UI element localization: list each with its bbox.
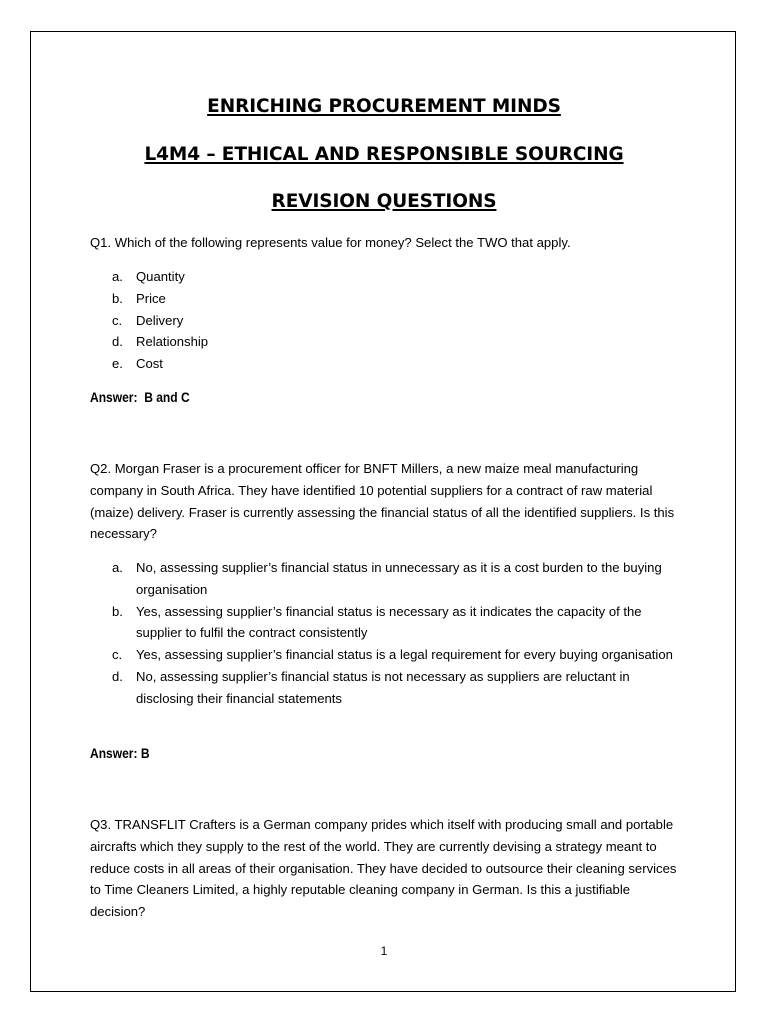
list-item <box>90 331 680 353</box>
option-letter: d. <box>112 668 123 684</box>
question-3: Q3. TRANSFLIT Crafters is a German company prides which itself with producing small and portable aircrafts which they supply to the rest of the world. They are currently devising a strategy meant to reduce costs in all areas of their organisation. They have decided to outsource their cleaning services to Time Cleaners Limited, a highly reputable cleaning company in German. Is this a justifiable decision? <box>90 817 677 920</box>
list-item <box>90 266 680 288</box>
option-letter: d. <box>112 334 123 350</box>
list-item <box>90 353 680 375</box>
list-item <box>90 666 680 710</box>
option-letter: a. <box>112 269 123 284</box>
document-title: ENRICHING PROCUREMENT MINDS <box>207 96 561 117</box>
option-letter: b. <box>112 603 123 619</box>
option-text: Yes, assessing supplier’s financial status is a legal requirement for every buying organisation <box>136 647 673 663</box>
question-2: Q2. Morgan Fraser is a procurement officer for BNFT Millers, a new maize meal manufacturing company in South Africa. They have identified 10 potential suppliers for a contract of raw material (maize) delivery. Fraser is currently assessing the financial status of all the identified suppliers. Is this necessary? <box>90 461 675 542</box>
option-letter: e. <box>112 356 123 372</box>
option-text: No, assessing supplier’s financial status is not necessary as suppliers are reluctant in disclosing their financial statements <box>136 668 630 706</box>
option-text: Price <box>136 290 166 306</box>
section-title: REVISION QUESTIONS <box>271 191 497 212</box>
option-letter: c. <box>112 647 123 663</box>
option-letter: b. <box>112 290 123 306</box>
option-text: No, assessing supplier’s financial status in unnecessary as it is a cost burden to the buying organisation <box>136 560 662 597</box>
option-text: Relationship <box>136 334 209 350</box>
list-item <box>90 310 680 332</box>
option-text: Yes, assessing supplier’s financial status is necessary as it indicates the capacity of the supplier to fulfil the contract consistently <box>136 603 642 641</box>
option-text: Cost <box>136 356 163 372</box>
question-1: Q1. Which of the following represents value for money? Select the TWO that apply. <box>90 235 571 250</box>
page-number: 1 <box>380 944 388 958</box>
option-letter: a. <box>112 560 123 575</box>
list-item <box>90 557 680 601</box>
answer-1: Answer: B and C <box>90 389 190 405</box>
question-2-options <box>90 557 680 710</box>
list-item <box>90 288 680 310</box>
option-text: Delivery <box>136 312 184 328</box>
course-title: L4M4 – ETHICAL AND RESPONSIBLE SOURCING <box>144 144 624 165</box>
list-item <box>90 601 680 645</box>
answer-2: Answer: B <box>90 745 150 761</box>
list-item <box>90 644 680 666</box>
option-text: Quantity <box>136 269 185 284</box>
question-1-options <box>90 266 680 375</box>
option-letter: c. <box>112 312 123 328</box>
